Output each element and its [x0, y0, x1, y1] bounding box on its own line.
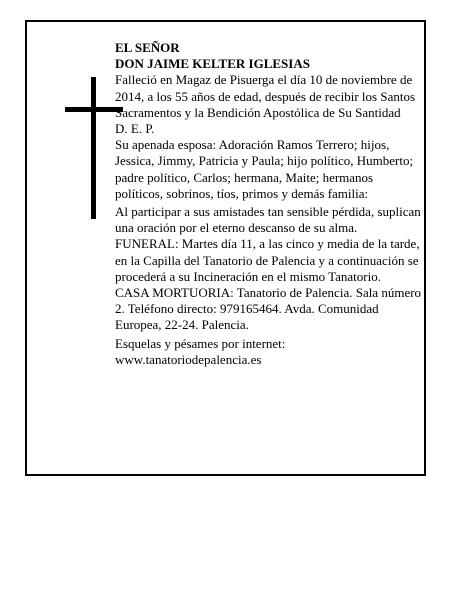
obituary-text [115, 40, 423, 368]
funeral-paragraph: FUNERAL: Martes día 11, a las cinco y media de la tarde, en la Capilla del Tanatorio de Palencia y a continuación se procederá a su Incineración en el mismo Tanatorio. [115, 236, 420, 284]
internet-paragraph: Esquelas y pésames por internet: www.tanatoriodepalencia.es [115, 335, 286, 367]
deceased-name: DON JAIME KELTER IGLESIAS [115, 56, 310, 72]
death-paragraph: Falleció en Magaz de Pisuerga el día 10 de noviembre de 2014, a los 55 años de edad, después de recibir los Santos Sacramentos y la Bendición Apostólica de Su Santidad [115, 72, 416, 120]
prayer-paragraph: Al participar a sus amistades tan sensible pérdida, suplican una oración por el eterno descanso de su alma. [115, 204, 421, 236]
cross-vertical-bar [91, 77, 96, 219]
mortuary-paragraph: CASA MORTUORIA: Tanatorio de Palencia. Sala número 2. Teléfono directo: 979165464. Avda. Comunidad Europea, 22-24. Palencia. [115, 285, 422, 333]
heading-title: EL SEÑOR [115, 40, 180, 55]
obituary-notice [25, 20, 426, 476]
dep-line: D. E. P. [115, 121, 155, 137]
family-paragraph: Su apenada esposa: Adoración Ramos Terrero; hijos, Jessica, Jimmy, Patricia y Paula; hijo político, Humberto; padre político, Carlos; hermana, Maite; hermanos políticos, sobrinos, tíos, primos y demás familia: [115, 137, 414, 201]
